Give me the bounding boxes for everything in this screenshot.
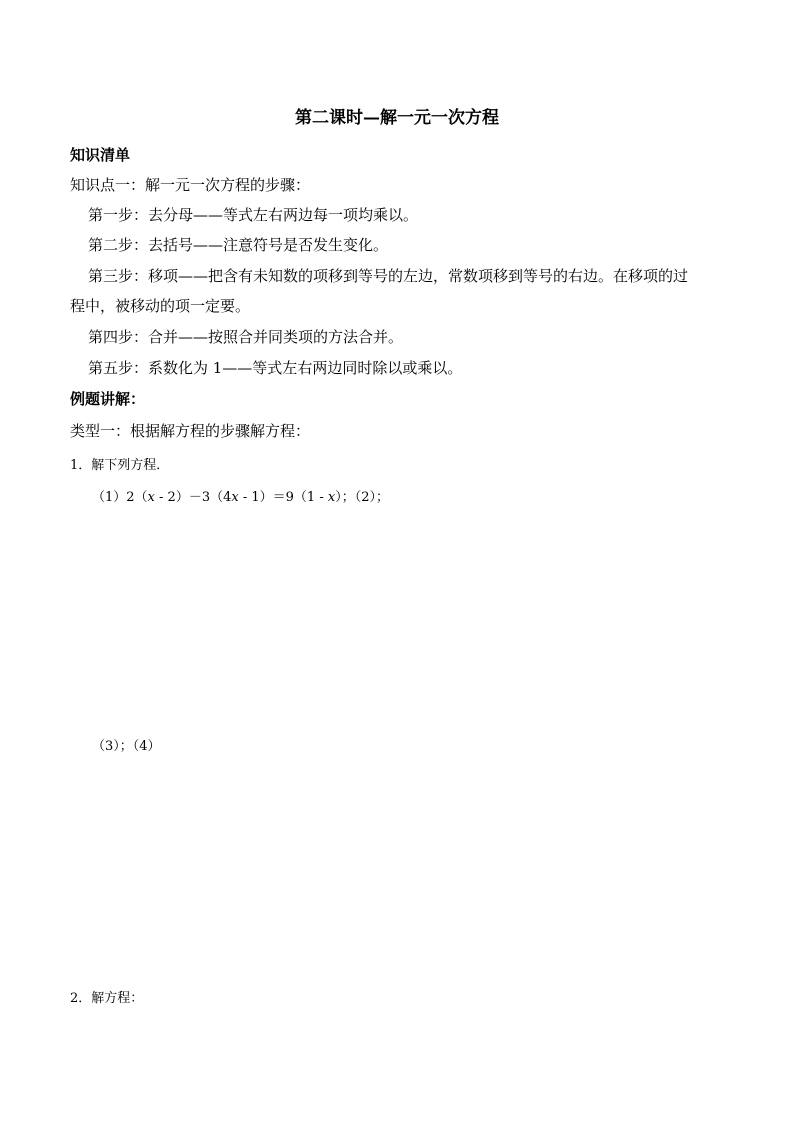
variable-x: x: [231, 490, 239, 505]
knowledge-point-one: 知识点一：解一元一次方程的步骤：: [70, 176, 311, 194]
question-one-equations: [92, 488, 389, 508]
question-one-label: 1．解下列方程．: [70, 458, 170, 473]
question-one-equations-more: （3）；（4）: [92, 739, 161, 754]
step-one: 第一步：去分母——等式左右两边每一项均乘以。: [88, 206, 419, 224]
knowledge-heading: 知识清单: [70, 146, 131, 164]
step-three: 第三步：移项——把含有未知数的项移到等号的左边，常数项移到等号的右边。在移项的过: [88, 267, 689, 285]
equation-text: ）；（2）；: [335, 490, 389, 505]
step-four: 第四步：合并——按照合并同类项的方法合并。: [88, 328, 404, 346]
variable-x: x: [147, 490, 155, 505]
examples-heading: 例题讲解：: [70, 390, 146, 408]
type-one-label: 类型一：根据解方程的步骤解方程：: [70, 422, 311, 440]
variable-x: x: [327, 490, 336, 505]
equation-text: - 2）－3（4: [154, 490, 232, 505]
step-three-continued: 程中，被移动的项一定要。: [70, 297, 251, 315]
equation-text: （1）2（: [92, 490, 148, 505]
page-title: 第二课时—解一元一次方程: [295, 108, 499, 128]
question-two-label: 2．解方程：: [70, 991, 144, 1006]
step-two: 第二步：去括号——注意符号是否发生变化。: [88, 236, 389, 254]
step-five: 第五步：系数化为 1——等式左右两边同时除以或乘以。: [88, 359, 463, 377]
equation-text: - 1）＝9（1 -: [238, 490, 328, 505]
